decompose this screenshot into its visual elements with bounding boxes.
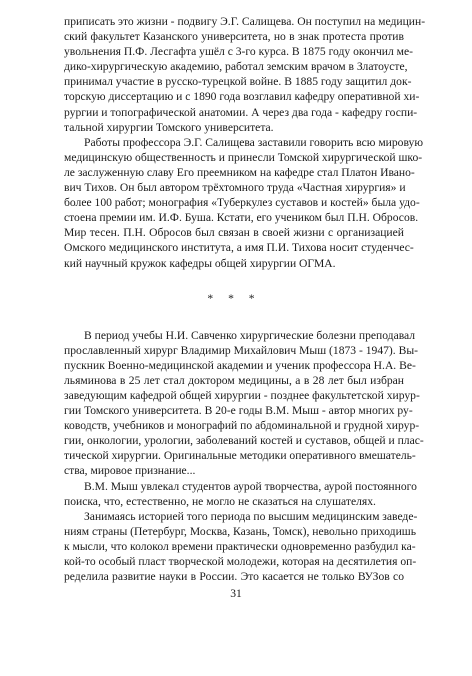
text-line: приписать это жизни - подвигу Э.Г. Салищева. Он поступил на медицин- bbox=[64, 15, 426, 28]
page-body bbox=[64, 14, 426, 584]
text-line: поиска, что, естественно, не могло не сказаться на слушателях. bbox=[64, 494, 376, 508]
text-line: кий научный кружок кафедры общей хирургии ОГМА. bbox=[64, 256, 336, 270]
text-line: прославленный хирург Владимир Михайлович Мыш (1873 - 1947). Вы- bbox=[64, 343, 418, 357]
text-line: ства, мировое признание... bbox=[64, 464, 196, 478]
paragraph bbox=[64, 328, 424, 479]
paragraph bbox=[64, 479, 417, 509]
text-line: ниям страны (Петербург, Москва, Казань, Томск), невольно приходишь bbox=[64, 524, 416, 538]
text-line: к мысли, что колокол времени практически одновременно разбудил ка- bbox=[64, 539, 416, 553]
text-line: Омского медицинского института, а имя П.И. Тихова носит студенчес- bbox=[64, 241, 414, 255]
paragraph bbox=[64, 14, 426, 135]
text-line: торскую диссертацию и с 1890 года возглавил кафедру оперативной хи- bbox=[64, 90, 420, 104]
text-line: В.М. Мыш увлекал студентов аурой творчества, аурой постоянного bbox=[84, 479, 417, 493]
text-line: тальной хирургии Томского университета. bbox=[64, 120, 274, 134]
text-line: тической хирургии. Оригинальные методики оперативного вмешатель- bbox=[64, 449, 416, 463]
text-line: ределила развитие науки в России. Это касается не только ВУЗов со bbox=[64, 570, 404, 584]
text-line: стоена премии им. И.Ф. Буша. Кстати, его учеником был П.Н. Обросов. bbox=[64, 211, 419, 225]
text-line: гии Томского университета. В 20-е годы В.М. Мыш - автор многих ру- bbox=[64, 404, 413, 418]
paragraph bbox=[64, 509, 418, 584]
text-line: Работы профессора Э.Г. Салищева заставили говорить всю мировую bbox=[84, 135, 424, 149]
text-line: медицинскую общественность и принесли Томской хирургической шко- bbox=[64, 150, 423, 164]
bottom-text-block bbox=[64, 328, 424, 585]
page-number: 31 bbox=[230, 587, 242, 600]
text-line: дико-хирургическую академию, работал земским врачом в Златоусте, bbox=[64, 60, 408, 74]
text-line: льяминова в 25 лет стал доктором медицины, а в 28 лет был избран bbox=[64, 373, 404, 387]
text-line: принимал участие в русско-турецкой войне. В 1885 году защитил док- bbox=[64, 75, 412, 89]
text-line: более 100 работ; монография «Туберкулез суставов и костей» была удо- bbox=[64, 196, 420, 210]
section-separator: * * * bbox=[207, 291, 261, 305]
text-line: ле заслуженную славу Его преемником на кафедре стал Платон Ивано- bbox=[64, 165, 415, 179]
text-line: увольнения П.Ф. Лесгафта ушёл с 3-го курса. В 1875 году окончил ме- bbox=[64, 45, 414, 59]
paragraph bbox=[64, 135, 424, 271]
text-line: рургии и топографической анатомии. А через два года - кафедру госпи- bbox=[64, 105, 418, 119]
text-line: заведующим кафедрой общей хирургии - позднее факультетской хирур- bbox=[64, 388, 420, 402]
text-line: вич Тихов. Он был автором трёхтомного труда «Частная хирургия» и bbox=[64, 181, 406, 195]
text-line: В период учебы Н.И. Савченко хирургические болезни преподавал bbox=[84, 328, 416, 342]
text-line: ководств, учебников и монографий по абдоминальной и грудной хирур- bbox=[64, 419, 420, 433]
text-line: пускник Военно-медицинской академии и ученик профессора Н.А. Ве- bbox=[64, 358, 416, 372]
text-line: Занимаясь историей того периода по высшим медицинским заведе- bbox=[84, 509, 418, 523]
top-text-block bbox=[64, 14, 426, 271]
text-line: кой-то особый пласт творческой молодежи, которая на десятилетия оп- bbox=[64, 555, 417, 568]
text-line: ский факультет Казанского университета, но в знак протеста против bbox=[64, 30, 404, 44]
text-line: гии, онкологии, урологии, заболеваний костей и суставов, общей и плас- bbox=[64, 434, 424, 448]
text-line: Мир тесен. П.Н. Обросов был связан в своей жизни с организацией bbox=[64, 226, 404, 240]
